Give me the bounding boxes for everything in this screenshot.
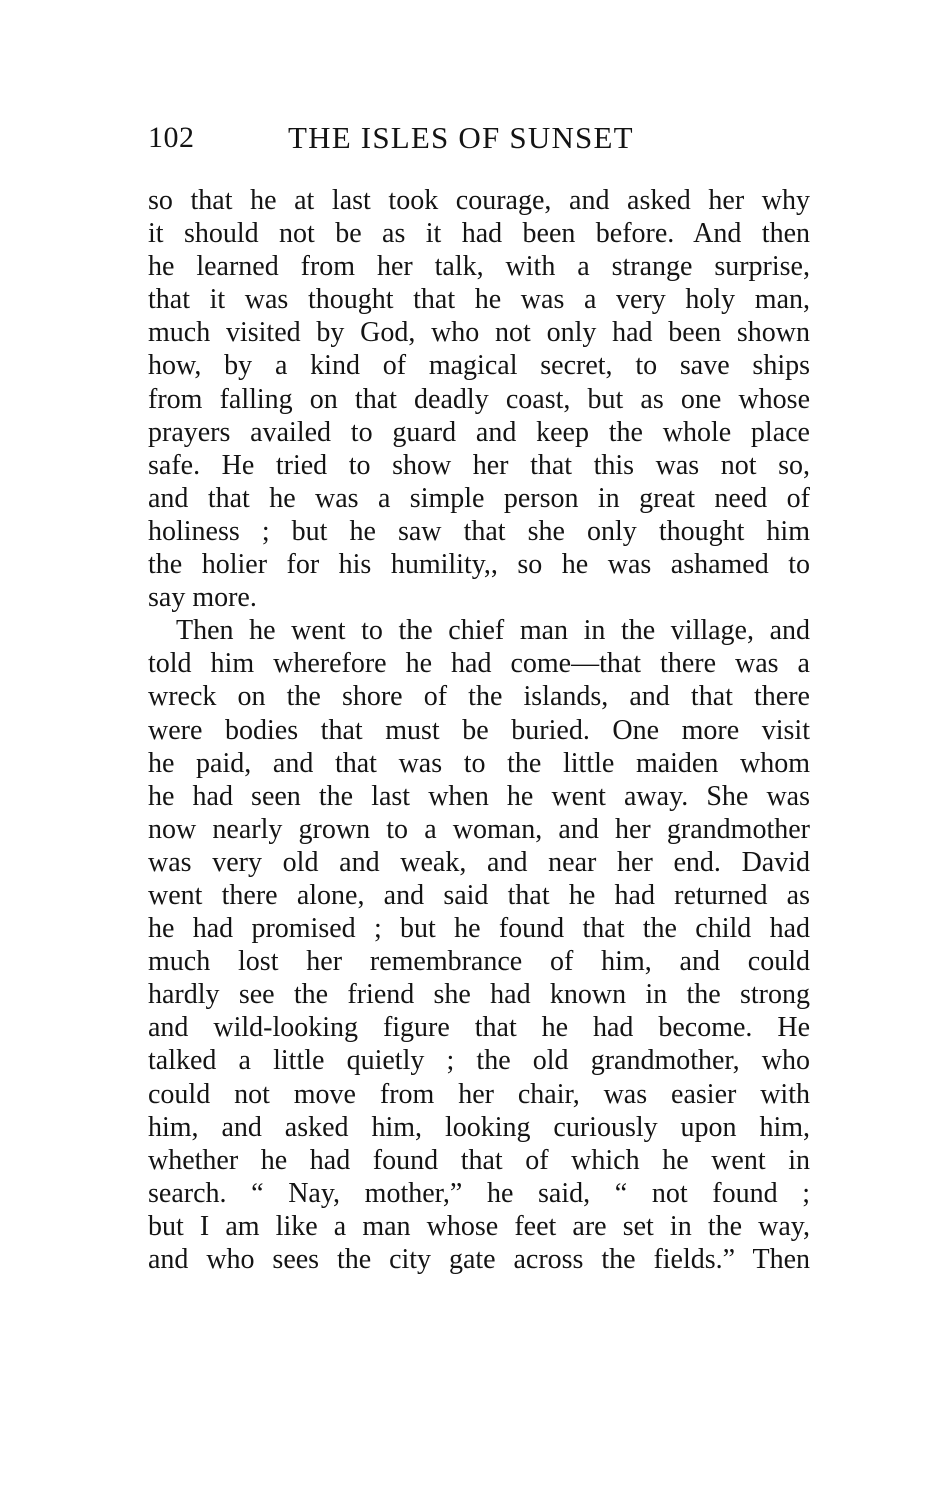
text-line: could not move from her chair, was easier with: [148, 1078, 810, 1110]
text-line: he had promised ; but he found that the child had: [148, 913, 810, 945]
text-line: much visited by God, who not only had been shown: [148, 317, 810, 349]
text-line: and who sees the city gate across the fields.” Then: [148, 1244, 810, 1275]
text-line: from falling on that deadly coast, but as one whose: [148, 383, 810, 415]
page-number: 102: [148, 121, 195, 154]
text-line: but I am like a man whose feet are set in the way,: [148, 1210, 810, 1242]
paragraph-2: [148, 614, 810, 1276]
text-line: search. “ Nay, mother,” he said, “ not found ;: [148, 1177, 810, 1209]
text-line: now nearly grown to a woman, and her grandmother: [148, 813, 810, 845]
text-line: much lost her remembrance of him, and could: [148, 946, 810, 978]
text-line: that it was thought that he was a very holy man,: [148, 284, 810, 316]
text-line: went there alone, and said that he had returned as: [148, 879, 810, 911]
text-line: wreck on the shore of the islands, and that there: [148, 681, 810, 713]
text-line: talked a little quietly ; the old grandmother, who: [148, 1045, 810, 1077]
text-line: safe. He tried to show her that this was not so,: [148, 449, 810, 481]
text-line: whether he had found that of which he went in: [148, 1144, 810, 1176]
text-line: and that he was a simple person in great need of: [148, 482, 810, 514]
body-text: [148, 184, 810, 1276]
text-line: how, by a kind of magical secret, to save ships: [148, 350, 810, 382]
text-line: say more.: [148, 582, 257, 614]
text-line: the holier for his humility,, so he was ashamed to: [148, 549, 810, 581]
text-line: he had seen the last when he went away. She was: [148, 780, 810, 812]
text-line: prayers availed to guard and keep the whole place: [148, 416, 810, 448]
text-line: hardly see the friend she had known in the strong: [148, 979, 810, 1011]
text-line: holiness ; but he saw that she only thought him: [148, 515, 810, 547]
text-line: he learned from her talk, with a strange surprise,: [148, 251, 810, 283]
text-line: it should not be as it had been before. And then: [148, 218, 810, 250]
text-line: was very old and weak, and near her end. David: [148, 846, 810, 878]
text-line: and wild-looking figure that he had become. He: [148, 1012, 810, 1044]
running-title: THE ISLES OF SUNSET: [288, 120, 634, 155]
text-line: told him wherefore he had come—that there was a: [148, 648, 810, 680]
text-line: Then he went to the chief man in the village, and: [176, 615, 810, 647]
paragraph-1: [148, 184, 810, 614]
text-line: him, and asked him, looking curiously upon him,: [148, 1111, 810, 1143]
running-head: [148, 116, 813, 160]
text-line: so that he at last took courage, and asked her why: [148, 185, 810, 216]
text-line: were bodies that must be buried. One more visit: [148, 714, 810, 746]
text-line: he paid, and that was to the little maiden whom: [148, 747, 810, 779]
